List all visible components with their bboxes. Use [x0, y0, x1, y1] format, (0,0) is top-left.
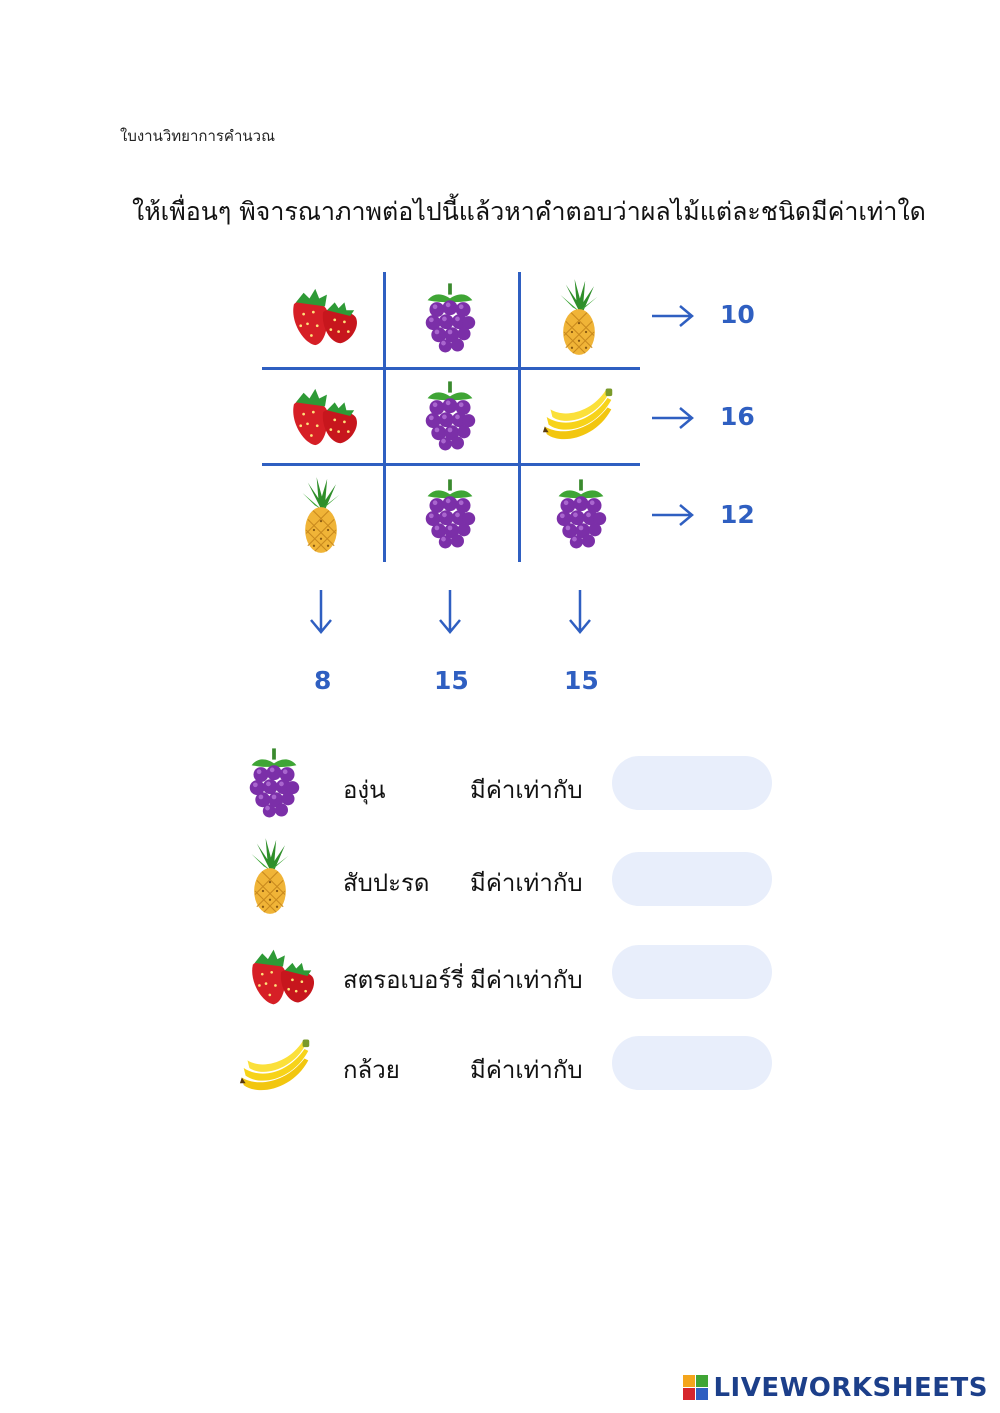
strawberry-icon	[285, 383, 365, 451]
column-sum-1: 8	[314, 666, 332, 695]
pineapple-icon	[248, 834, 292, 918]
grid-cell	[531, 468, 631, 558]
answer-row-icon	[234, 742, 314, 822]
grid-cell	[400, 468, 500, 558]
arrow-down-icon	[567, 588, 593, 636]
grid-cell	[275, 272, 375, 362]
row-sum-2: 16	[720, 402, 755, 431]
arrow-down-icon	[437, 588, 463, 636]
grapes-icon	[246, 746, 302, 818]
grapes-icon	[422, 379, 478, 451]
grapes-answer-input[interactable]	[612, 756, 772, 810]
answer-row-icon	[243, 937, 323, 1017]
sheet-label: ใบงานวิทยาการคำนวณ	[120, 127, 275, 145]
grid-line-horizontal-2	[262, 463, 640, 466]
banana-icon	[541, 387, 617, 447]
strawberry-icon	[244, 944, 322, 1010]
equals-label: มีค่าเท่ากับ	[470, 966, 583, 994]
strawberry-icon	[285, 283, 365, 351]
fruit-name-pineapple: สับปะรด	[343, 869, 430, 897]
equals-label: มีค่าเท่ากับ	[470, 869, 583, 897]
fruit-name-strawberry: สตรอเบอร์รี่	[343, 966, 465, 994]
equals-label: มีค่าเท่ากับ	[470, 1056, 583, 1084]
liveworksheets-logo	[683, 1373, 988, 1403]
grapes-icon	[422, 477, 478, 549]
grid-cell	[400, 272, 500, 362]
column-sum-3: 15	[564, 666, 599, 695]
grid-cell	[529, 372, 629, 462]
fruit-name-grapes: องุ่น	[343, 776, 386, 804]
brand-name: LIVEWORKSHEETS	[713, 1373, 988, 1403]
logo-blocks-icon	[683, 1375, 709, 1401]
arrow-right-icon	[650, 303, 696, 329]
banana-icon	[238, 1036, 314, 1100]
strawberry-answer-input[interactable]	[612, 945, 772, 999]
arrow-right-icon	[650, 405, 696, 431]
grid-cell	[529, 272, 629, 362]
grid-cell	[271, 470, 371, 560]
equals-label: มีค่าเท่ากับ	[470, 776, 583, 804]
pineapple-answer-input[interactable]	[612, 852, 772, 906]
column-sum-2: 15	[434, 666, 469, 695]
arrow-down-icon	[308, 588, 334, 636]
pineapple-icon	[557, 275, 601, 359]
row-sum-3: 12	[720, 500, 755, 529]
grid-line-vertical-2	[518, 272, 521, 562]
pineapple-icon	[299, 473, 343, 557]
grid-line-vertical-1	[383, 272, 386, 562]
grapes-icon	[422, 281, 478, 353]
grid-cell	[275, 372, 375, 462]
answer-row-icon	[230, 836, 310, 916]
row-sum-1: 10	[720, 300, 755, 329]
arrow-right-icon	[650, 502, 696, 528]
fruit-name-banana: กล้วย	[343, 1056, 400, 1084]
grid-cell	[400, 370, 500, 460]
banana-answer-input[interactable]	[612, 1036, 772, 1090]
grapes-icon	[553, 477, 609, 549]
instruction-text: ให้เพื่อนๆ พิจารณาภาพต่อไปนี้แล้วหาคำตอบว่าผลไม้แต่ละชนิดมีค่าเท่าใด	[132, 197, 926, 226]
answer-row-icon	[236, 1028, 316, 1108]
